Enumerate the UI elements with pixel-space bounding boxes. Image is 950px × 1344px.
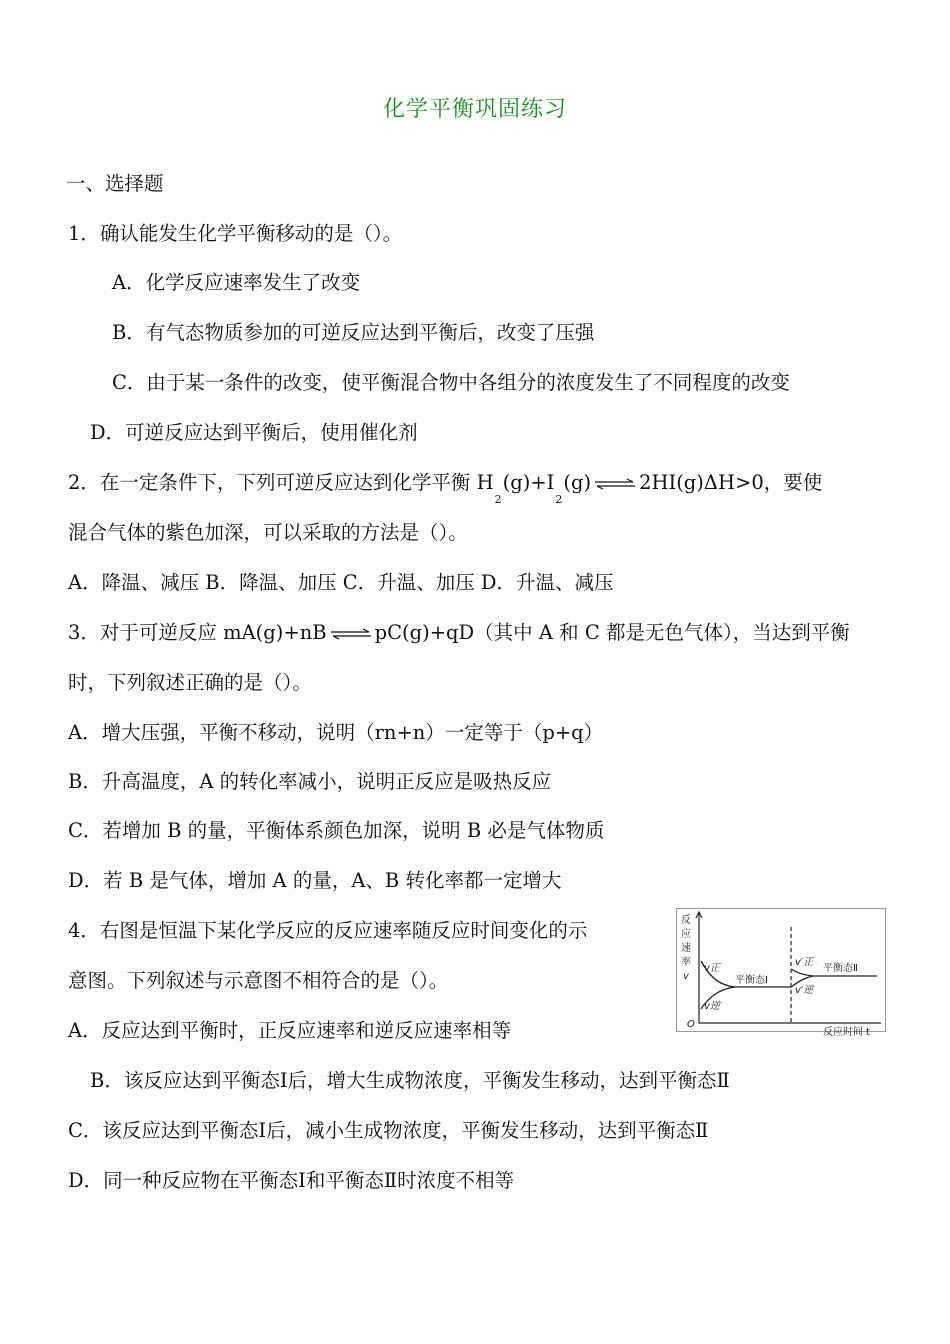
v-reverse-label: v逆 xyxy=(704,1001,720,1012)
y-axis-label-char: 反 xyxy=(681,915,691,926)
document-title: 化学平衡巩固练习 xyxy=(382,97,567,122)
equilibrium-arrow-icon xyxy=(593,478,637,490)
q2-subscript-1: 2 xyxy=(494,493,502,506)
v-forward-label: v正 xyxy=(704,963,720,974)
q2-stem-part4: 2HI(g)ΔH>0，要使 xyxy=(639,471,823,494)
q3-option-a: A．增大压强，平衡不移动，说明（rn+n）一定等于（p+q） xyxy=(68,721,604,744)
x-axis-label: 反应时间 t xyxy=(823,1027,871,1038)
q1-option-d: D．可逆反应达到平衡后，使用催化剂 xyxy=(90,421,418,444)
v-reverse2-label: v′逆 xyxy=(795,985,814,996)
q2-stem xyxy=(68,470,823,506)
equilibrium-arrow-icon xyxy=(329,628,373,640)
q2-subscript-2: 2 xyxy=(555,493,563,506)
q3-option-c: C．若增加 B 的量，平衡体系颜色加深，说明 B 必是气体物质 xyxy=(68,819,605,842)
y-axis-label-char: 应 xyxy=(681,929,691,940)
v-forward2-label: v′正 xyxy=(795,957,814,968)
q3-stem xyxy=(68,620,850,646)
section-heading: 一、选择题 xyxy=(66,172,164,195)
q2-stem-part2: (g)+I xyxy=(502,471,555,494)
q1-option-b: B．有气态物质参加的可逆反应达到平衡后，改变了压强 xyxy=(112,321,595,344)
y-axis-label-char: v xyxy=(683,971,689,982)
q4-option-c: C．该反应达到平衡态Ⅰ后，减小生成物浓度，平衡发生移动，达到平衡态Ⅱ xyxy=(68,1119,709,1142)
state1-label: 平衡态Ⅰ xyxy=(735,975,768,986)
q2-options: A．降温、减压 B．降温、加压 C．升温、加压 D．升温、减压 xyxy=(68,571,614,594)
q3-option-b: B．升高温度，A 的转化率减小，说明正反应是吸热反应 xyxy=(68,770,552,793)
q3-stem-part1: 3．对于可逆反应 mA(g)+nB xyxy=(68,621,327,644)
origin-label: O xyxy=(687,1019,695,1030)
q4-option-d: D．同一种反应物在平衡态Ⅰ和平衡态Ⅱ时浓度不相等 xyxy=(68,1169,515,1192)
q1-option-c: C．由于某一条件的改变，使平衡混合物中各组分的浓度发生了不同程度的改变 xyxy=(112,371,790,394)
q4-stem-line2: 意图。下列叙述与示意图不相符合的是（）。 xyxy=(68,969,449,992)
y-axis-label-char: 速 xyxy=(681,943,691,954)
q1-option-a: A．化学反应速率发生了改变 xyxy=(112,271,361,294)
q3-option-d: D．若 B 是气体，增加 A 的量，A、B 转化率都一定增大 xyxy=(68,869,562,892)
q2-stem-part1: 2．在一定条件下，下列可逆反应达到化学平衡 H xyxy=(68,471,494,494)
rate-time-diagram xyxy=(677,909,885,1038)
y-axis-label-char: 率 xyxy=(681,957,691,968)
q3-stem-part2: pC(g)+qD（其中 A 和 C 都是无色气体），当达到平衡 xyxy=(374,621,850,644)
q2-stem-part3: (g) xyxy=(563,471,592,494)
q4-stem: 4．右图是恒温下某化学反应的反应速率随反应时间变化的示 xyxy=(68,919,588,942)
q4-option-a: A．反应达到平衡时，正反应速率和逆反应速率相等 xyxy=(68,1019,512,1042)
state2-label: 平衡态Ⅱ xyxy=(823,963,858,974)
q3-stem-line2: 时，下列叙述正确的是（）。 xyxy=(68,671,312,694)
q4-option-b: B．该反应达到平衡态Ⅰ后，增大生成物浓度，平衡发生移动，达到平衡态Ⅱ xyxy=(90,1069,730,1092)
q2-stem-line2: 混合气体的紫色加深，可以采取的方法是（）。 xyxy=(68,521,468,544)
q1-stem: 1．确认能发生化学平衡移动的是（）。 xyxy=(68,222,403,245)
rate-time-figure xyxy=(676,908,886,1038)
